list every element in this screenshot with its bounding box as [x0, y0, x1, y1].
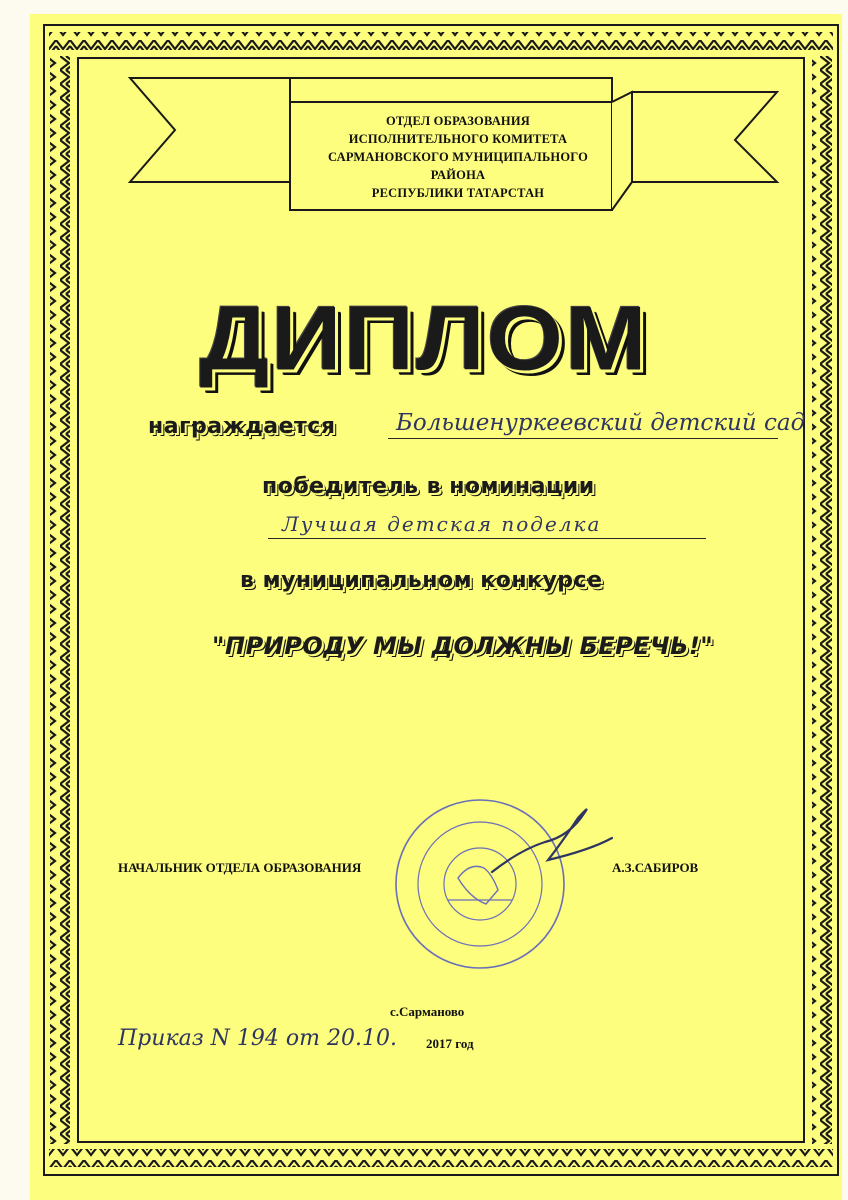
- signatory-position: НАЧАЛЬНИК ОТДЕЛА ОБРАЗОВАНИЯ: [118, 860, 362, 875]
- year-text: 2017 год: [426, 1036, 474, 1051]
- org-line: САРМАНОВСКОГО МУНИЦИПАЛЬНОГО: [327, 150, 589, 164]
- recipient-handwritten: Большенуркеевский детский сад: [396, 410, 806, 436]
- org-line: ИСПОЛНИТЕЛЬНОГО КОМИТЕТА: [348, 132, 568, 146]
- signatory-name: А.З.САБИРОВ: [612, 860, 699, 875]
- contest-name: "ПРИРОДУ МЫ ДОЛЖНЫ БЕРЕЧЬ!": [212, 632, 714, 660]
- awarded-label: награждается: [148, 414, 336, 439]
- nomination-handwritten: Лучшая детская поделка: [282, 512, 602, 536]
- org-line: РЕСПУБЛИКИ ТАТАРСТАН: [371, 186, 545, 200]
- nomination-label: победитель в номинации: [262, 474, 595, 499]
- recipient-underline: [388, 438, 778, 439]
- order-handwritten: Приказ N 194 от 20.10.: [118, 1026, 397, 1051]
- official-stamp: [396, 800, 564, 968]
- place-text: с.Сарманово: [390, 1004, 465, 1019]
- handwritten-signature: [492, 810, 612, 872]
- diploma-title: ДИПЛОМ: [199, 286, 649, 390]
- nomination-underline: [268, 538, 706, 539]
- contest-label: в муниципальном конкурсе: [240, 568, 603, 593]
- org-line: РАЙОНА: [430, 168, 486, 182]
- org-line: ОТДЕЛ ОБРАЗОВАНИЯ: [386, 114, 530, 128]
